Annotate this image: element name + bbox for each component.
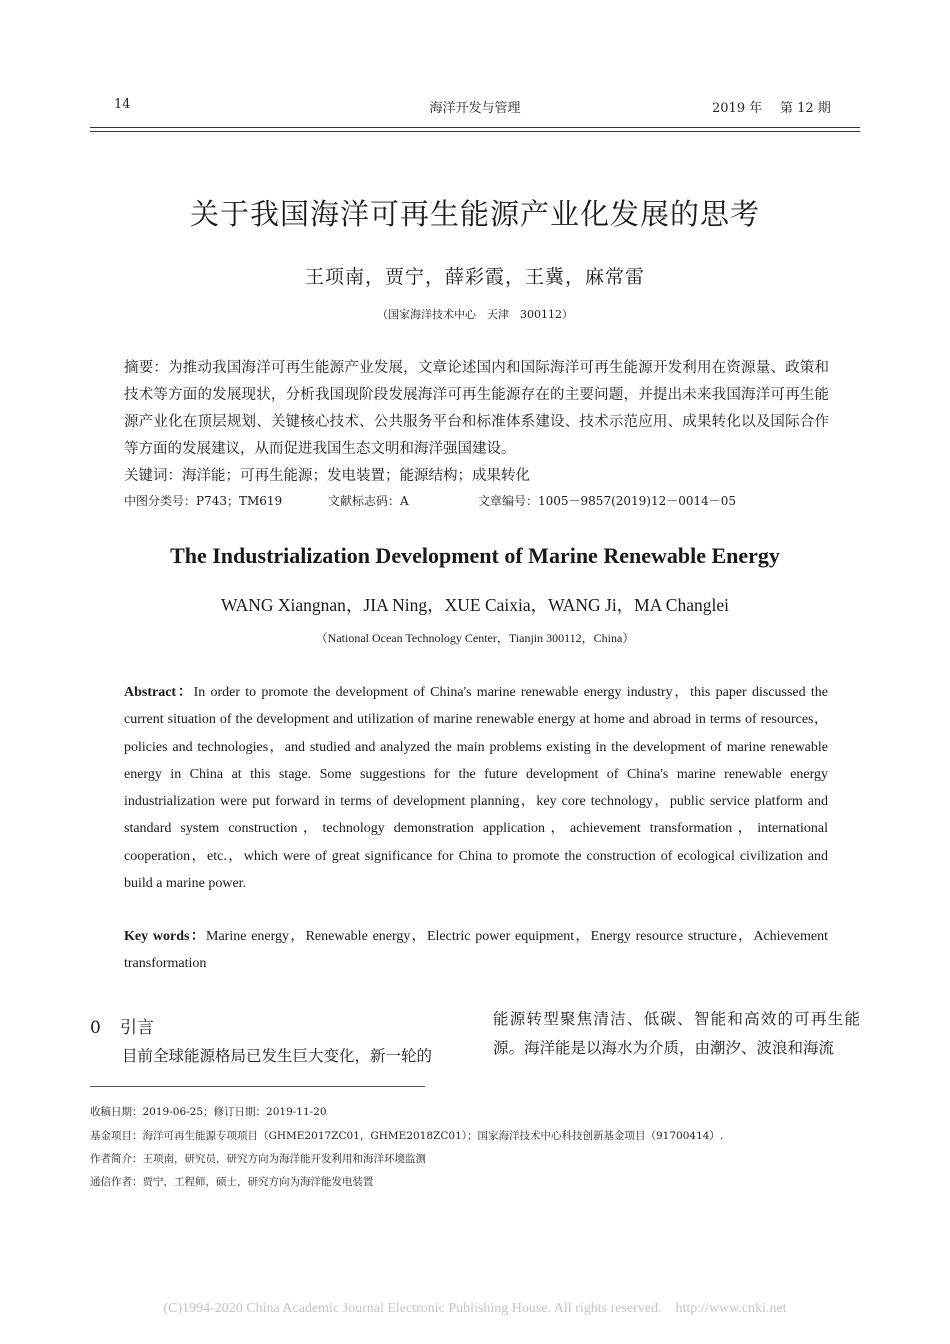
header-rule [90,127,860,128]
english-affiliation: （National Ocean Technology Center，Tianjin 300112，China） [315,631,635,645]
article-number: 文章编号：1005－9857(2019)12－0014－05 [478,494,737,508]
footnote-corresponding: 通信作者：贾宁，工程师，硕士，研究方向为海洋能发电装置 [90,1176,374,1188]
clc-number: 中图分类号：P743；TM619 [124,494,283,508]
footnote-rule [90,1086,425,1087]
english-authors: WANG Xiangnan，JIA Ning，XUE Caixia，WANG Ji，MA Changlei [221,595,729,615]
section-number: 0 [90,1018,101,1038]
keywords-text: Marine energy，Renewable energy，Electric power equipment，Energy resource structure，Achievement transformation [124,929,828,971]
author-list: 王项南，贾宁，薛彩霞，王冀，麻常雷 [304,266,645,288]
document-code: 文献标志码：A [328,494,409,508]
abstract-label: Abstract： [124,685,194,700]
abstract-cn: 摘要：为推动我国海洋可再生能源产业发展，文章论述国内和国际海洋可再生能源开发利用在资源量、政策和技术等方面的发展现状，分析我国现阶段发展海洋可再生能源存在的主要问题，并提出未来我国海洋可再生能源产业化在顶层规划、关键核心技术、公共服务平台和标准体系建设、技术示范应用、成果转化以及国际合作等方面的发展建议，从而促进我国生态文明和海洋强国建设。 [124,360,829,457]
issue-number: 第 12 期 [780,101,831,116]
article-title: 关于我国海洋可再生能源产业化发展的思考 [189,197,760,231]
keywords-cn: 关键词：海洋能；可再生能源；发电装置；能源结构；成果转化 [124,468,530,484]
footnote-funding: 基金项目：海洋可再生能源专项项目（GHME2017ZC01，GHME2018ZC01）；国家海洋技术中心科技创新基金项目（91700414）. [90,1130,724,1142]
keywords-label: Key words： [124,929,206,944]
header-rule-thin [90,131,860,132]
section-title: 引言 [120,1018,154,1038]
footnote-author-bio: 作者简介：王项南，研究员，研究方向为海洋能开发利用和海洋环境监测 [90,1153,426,1165]
affiliation: （国家海洋技术中心 天津 300112） [377,308,573,321]
english-title: The Industrialization Development of Marine Renewable Energy [170,543,780,568]
body-column-1: 目前全球能源格局已发生巨大变化，新一轮的 [122,1047,433,1065]
copyright-watermark: (C)1994-2020 China Academic Journal Electronic Publishing House. All rights reserved. http://www.cnki.net [163,1301,787,1316]
journal-name: 海洋开发与管理 [429,101,521,116]
page-number: 14 [114,97,131,112]
section-heading [90,1013,154,1038]
english-abstract [124,679,828,897]
body-column-2: 能源转型聚焦清洁、低碳、智能和高效的可再生能源。海洋能是以海水为介质，由潮汐、波浪和海流 [493,1010,860,1057]
issue-year: 2019 年 [712,101,763,116]
english-keywords [124,923,828,977]
footnote-dates: 收稿日期：2019-06-25；修订日期：2019-11-20 [90,1106,327,1118]
abstract-text: In order to promote the development of China's marine renewable energy industry，this paper discussed the current situation of the development and utilization of marine renewable energy at home and abroad in terms of resources，policies and technologies，and studied and analyzed the main problems existing in the development of marine renewable energy in China at this stage. Some suggestions for the future development of China's marine renewable energy industrialization were put forward in terms of development planning，key core technology，public service platform and standard system construction，technology demonstration application，achievement transformation，international cooperation，etc.，which were of great significance for China to promote the construction of ecological civilization and build a marine power. [124,685,828,892]
